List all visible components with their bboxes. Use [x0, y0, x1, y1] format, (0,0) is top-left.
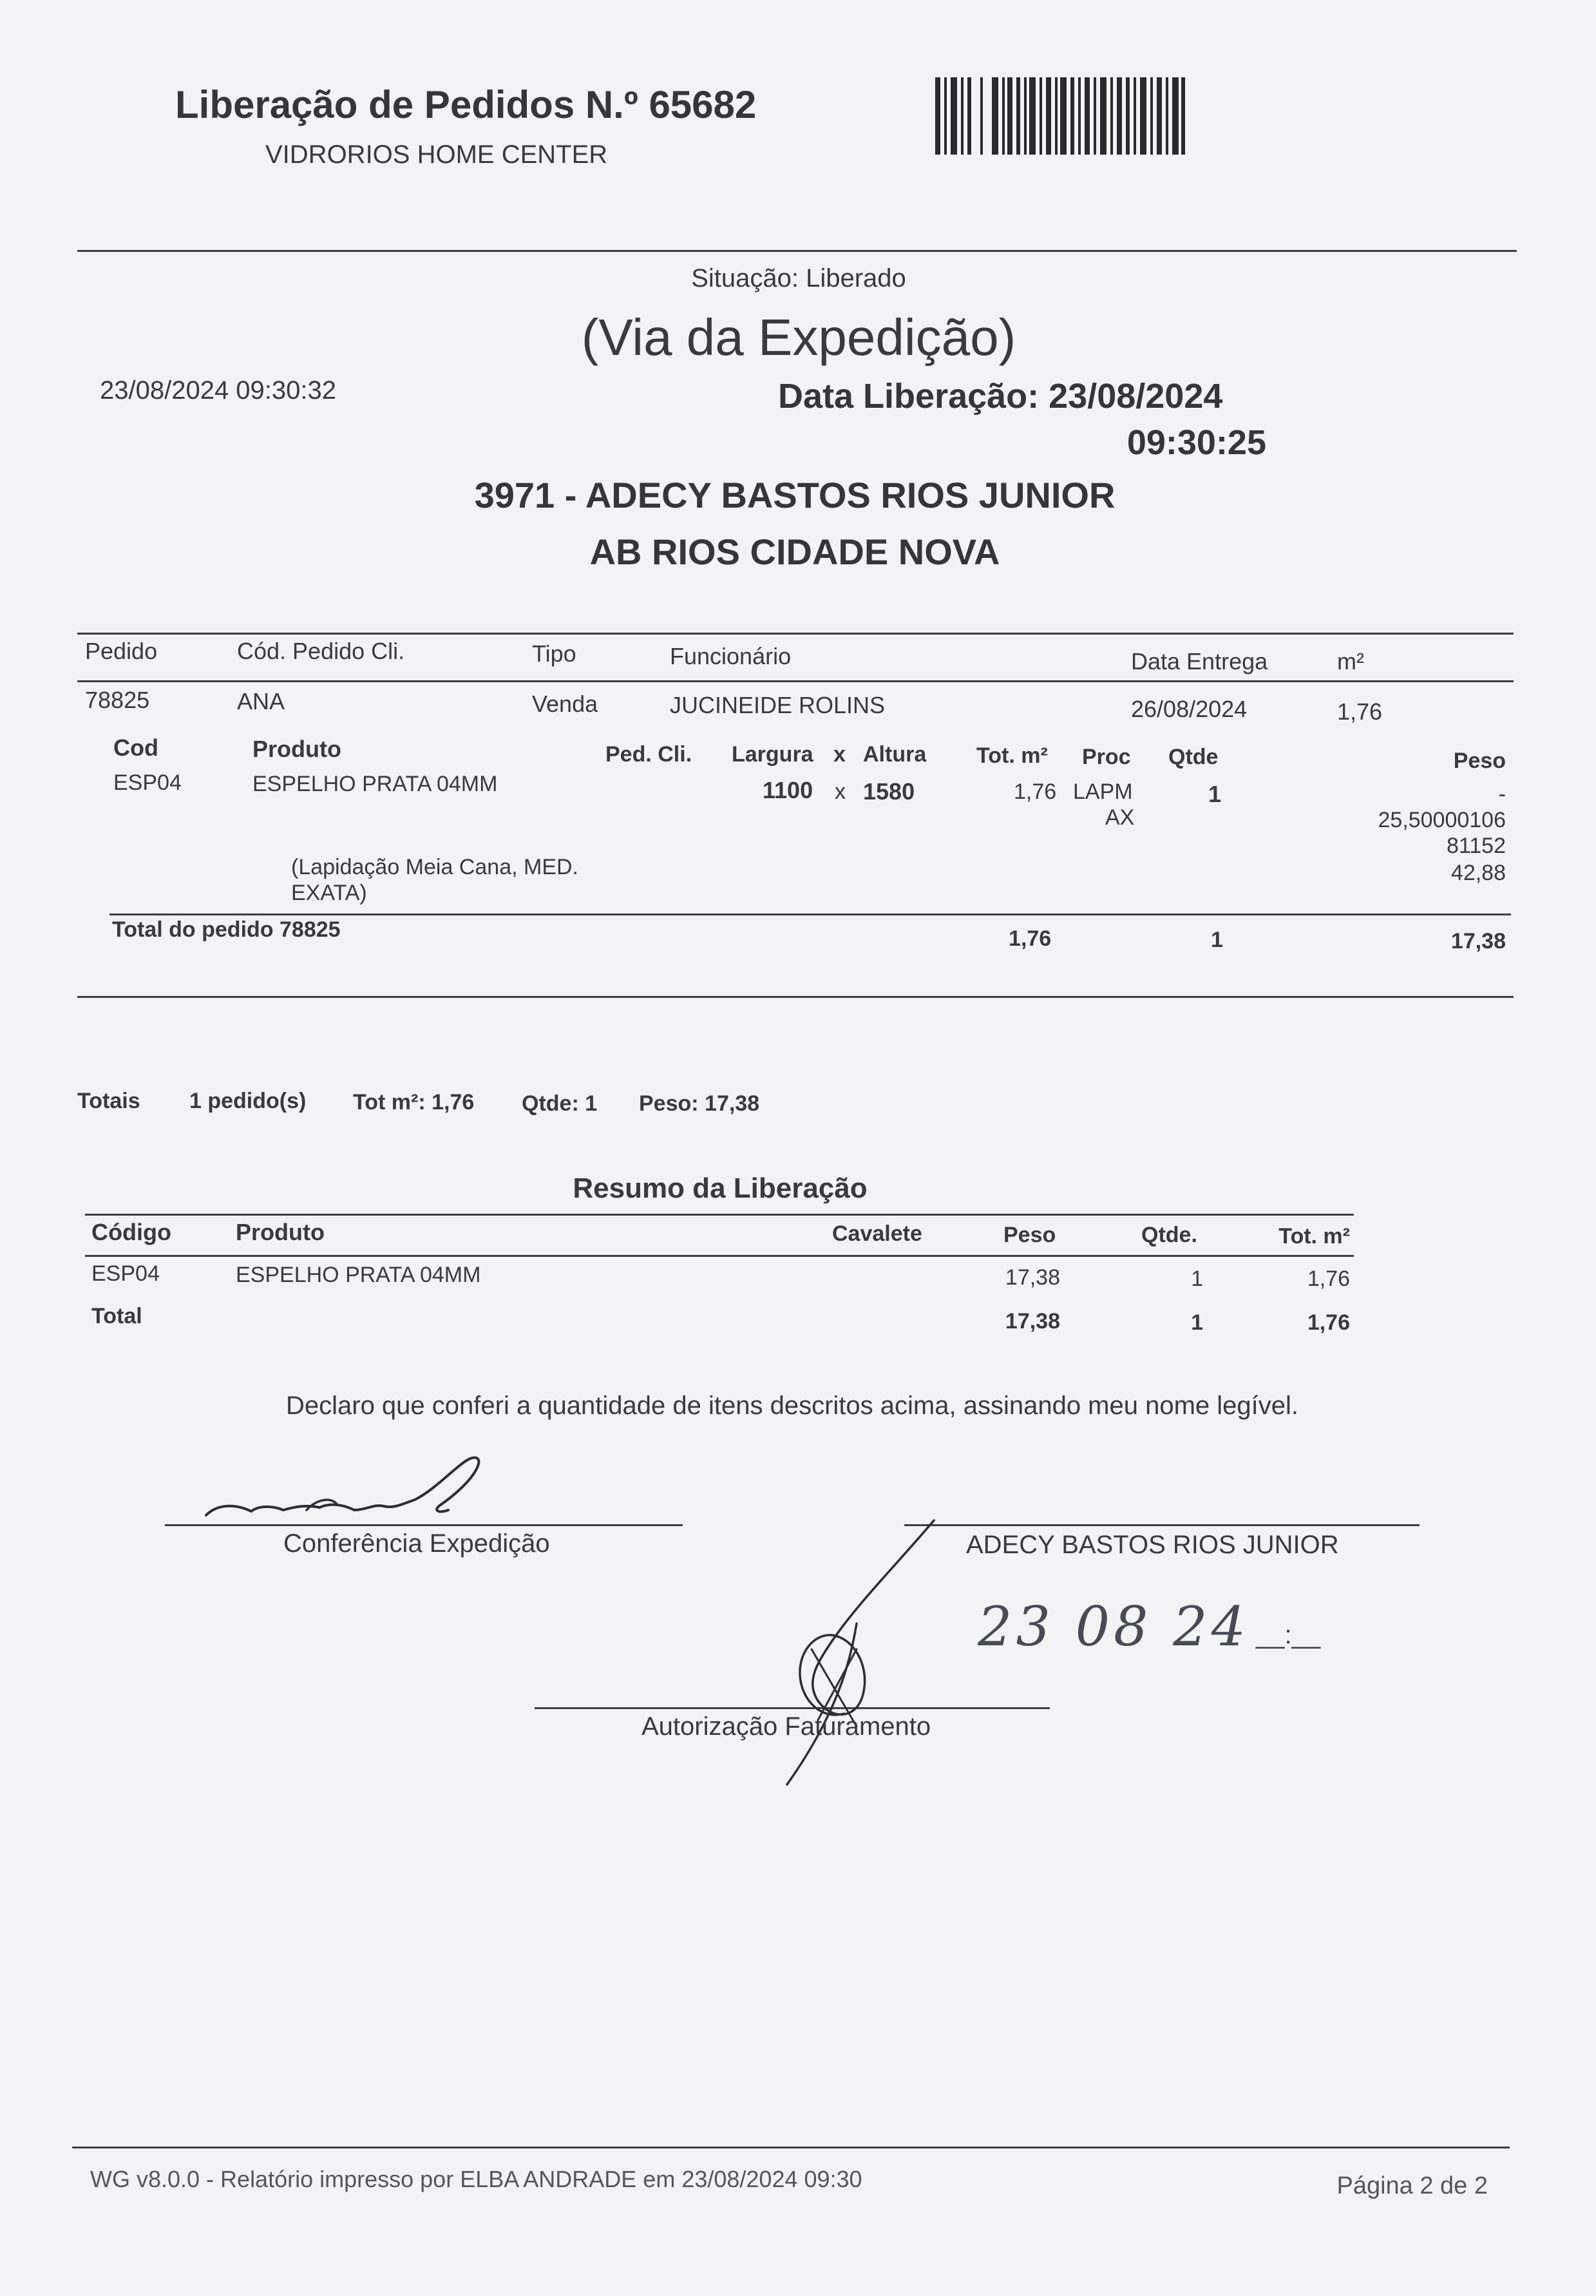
- barcode-icon: [935, 77, 1186, 155]
- col-data-entrega: Data Entrega: [1131, 648, 1268, 674]
- col-pedido: Pedido: [85, 638, 158, 664]
- totals-pedidos: 1 pedido(s): [189, 1089, 307, 1113]
- col-qtde: Qtde: [1168, 745, 1219, 769]
- order-pedido: 78825: [85, 687, 150, 713]
- order-cod-pedido-cli: ANA: [237, 688, 285, 714]
- summary-col-peso: Peso: [1003, 1223, 1056, 1247]
- signature-line-client: [904, 1524, 1420, 1526]
- item-cod: ESP04: [113, 770, 182, 795]
- summary-col-codigo: Código: [91, 1219, 171, 1245]
- declaration-text: Declaro que conferi a quantidade de itens descritos acima, assinando meu nome legível.: [285, 1392, 1299, 1420]
- company-name: VIDRORIOS HOME CENTER: [265, 140, 608, 169]
- order-data-entrega: 26/08/2024: [1131, 696, 1248, 722]
- footer-divider: [72, 2147, 1510, 2148]
- col-m2: m²: [1337, 648, 1364, 674]
- col-cod-pedido-cli: Cód. Pedido Cli.: [237, 638, 405, 664]
- item-produto: ESPELHO PRATA 04MM: [252, 772, 498, 796]
- item-largura: 1100: [763, 777, 813, 803]
- item-tot-m2: 1,76: [1014, 780, 1057, 804]
- time-blank: __:__: [1256, 1621, 1321, 1649]
- printed-timestamp: 23/08/2024 09:30:32: [100, 376, 337, 405]
- summary-header-rule: [85, 1255, 1354, 1257]
- col-x: x: [833, 742, 846, 767]
- footer-page-number: Página 2 de 2: [1336, 2172, 1488, 2199]
- status-text: Situação: Liberado: [691, 264, 906, 292]
- release-time: 09:30:25: [1126, 423, 1266, 462]
- item-qtde: 1: [1208, 781, 1222, 807]
- col-ped-cli: Ped. Cli.: [605, 742, 692, 767]
- col-tipo: Tipo: [532, 640, 576, 667]
- totals-m2: Tot m²: 1,76: [353, 1090, 475, 1115]
- item-altura: 1580: [863, 778, 915, 805]
- totals-label: Totais: [77, 1089, 140, 1113]
- summary-col-qtde: Qtde.: [1141, 1223, 1197, 1247]
- totals-qtde: Qtde: 1: [522, 1091, 598, 1116]
- handwritten-date: 23 08 24: [978, 1595, 1250, 1658]
- summary-row-peso: 17,38: [1005, 1265, 1060, 1290]
- order-table-header-rule: [77, 680, 1514, 682]
- summary-row-codigo: ESP04: [91, 1261, 160, 1286]
- order-total-qtde: 1: [1211, 928, 1223, 952]
- item-proc-line1: LAPM: [1073, 780, 1133, 804]
- handwritten-signature-icon: [193, 1443, 528, 1533]
- summary-col-cavalete: Cavalete: [832, 1221, 922, 1246]
- footer-printed-by: WG v8.0.0 - Relatório impresso por ELBA ANDRADE em 23/08/2024 09:30: [90, 2166, 862, 2192]
- col-tot-m2: Tot. m²: [976, 743, 1048, 768]
- summary-total-tot-m2: 1,76: [1307, 1310, 1350, 1335]
- item-peso-line1: -: [1498, 782, 1506, 807]
- summary-total-peso: 17,38: [1005, 1309, 1060, 1334]
- order-funcionario: JUCINEIDE ROLINS: [670, 692, 886, 718]
- summary-title: Resumo da Liberação: [573, 1172, 868, 1204]
- summary-total-label: Total: [91, 1304, 142, 1328]
- signature-line-conferencia: [165, 1524, 683, 1526]
- col-proc: Proc: [1082, 745, 1131, 769]
- order-total-label: Total do pedido 78825: [112, 917, 341, 942]
- summary-col-produto: Produto: [236, 1219, 325, 1245]
- release-date: Data Liberação: 23/08/2024: [778, 377, 1223, 416]
- order-total-m2: 1,76: [1009, 926, 1052, 951]
- order-tipo: Venda: [532, 691, 598, 717]
- item-x: x: [835, 780, 846, 804]
- summary-col-tot-m2: Tot. m²: [1278, 1224, 1350, 1248]
- header-divider: [77, 250, 1517, 252]
- copy-type-title: (Via da Expedição): [581, 309, 1016, 366]
- col-peso: Peso: [1453, 749, 1506, 773]
- item-peso-line4: 42,88: [1450, 861, 1506, 885]
- order-table-top-rule: [77, 633, 1514, 635]
- authorization-signature-icon: [760, 1507, 966, 1791]
- autorizacao-label: Autorização Faturamento: [641, 1712, 931, 1741]
- conferencia-label: Conferência Expedição: [283, 1529, 550, 1558]
- item-total-rule: [109, 914, 1511, 915]
- col-cod: Cod: [113, 734, 158, 761]
- totals-peso: Peso: 17,38: [639, 1091, 760, 1116]
- client-name: 3971 - ADECY BASTOS RIOS JUNIOR: [474, 475, 1116, 515]
- document-title: Liberação de Pedidos N.º 65682: [175, 83, 757, 126]
- col-altura: Altura: [863, 742, 927, 767]
- col-largura: Largura: [732, 742, 813, 767]
- item-proc-line2: AX: [1105, 805, 1135, 830]
- summary-row-qtde: 1: [1191, 1267, 1203, 1291]
- item-peso-line3: 81152: [1446, 834, 1506, 858]
- summary-total-qtde: 1: [1191, 1310, 1203, 1335]
- client-signature-label: ADECY BASTOS RIOS JUNIOR: [966, 1531, 1339, 1559]
- summary-top-rule: [85, 1214, 1354, 1216]
- item-processing-note: (Lapidação Meia Cana, MED. EXATA): [291, 855, 579, 905]
- col-produto: Produto: [252, 736, 341, 762]
- col-funcionario: Funcionário: [670, 643, 792, 669]
- order-section-end-rule: [77, 996, 1514, 998]
- client-store-name: AB RIOS CIDADE NOVA: [589, 531, 1000, 572]
- order-total-peso: 17,38: [1450, 929, 1506, 953]
- order-m2: 1,76: [1337, 698, 1383, 725]
- summary-row-produto: ESPELHO PRATA 04MM: [236, 1263, 481, 1287]
- item-peso-line2: 25,50000106: [1378, 808, 1506, 832]
- summary-row-tot-m2: 1,76: [1307, 1267, 1350, 1291]
